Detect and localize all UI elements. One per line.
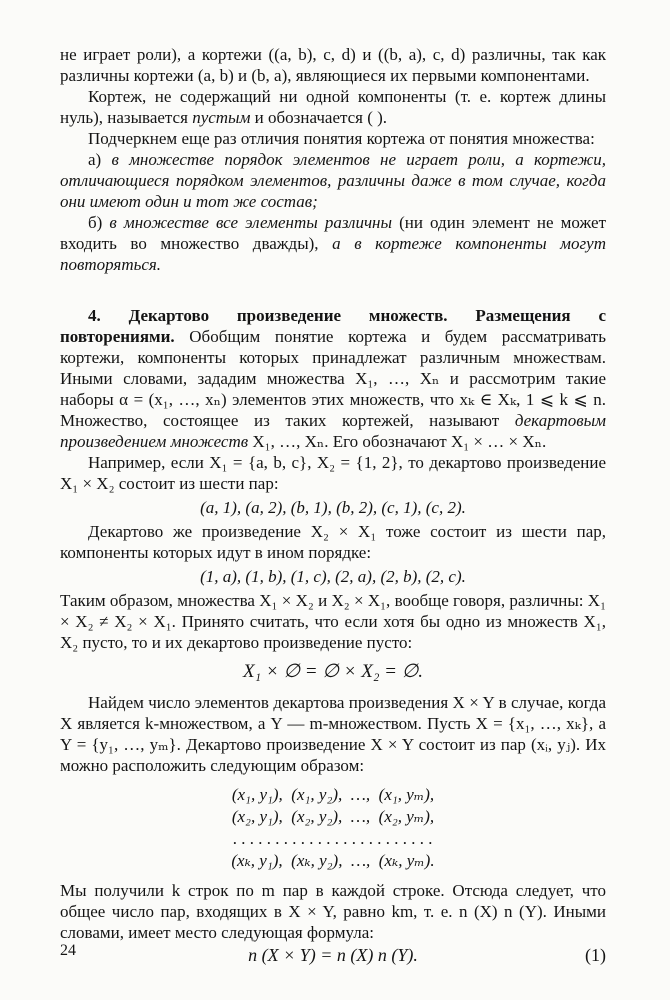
matrix-row: (x₁, y₁), (x₁, y₂), …, (x₁, yₘ), xyxy=(231,785,435,804)
thus-paragraph: Таким образом, множества X₁ × X₂ и X₂ × X₁, вообще говоря, различны: X₁ × X₂ ≠ X₂ × X₁. Принято считать, что если хотя бы одно из множеств X₁, X₂ пусто, то и их декартово произведение пусто: xyxy=(60,591,606,652)
cartesian-product-term: декартовым произведением множеств xyxy=(60,411,606,451)
formula-1-expression: n (X × Y) = n (X) n (Y). xyxy=(248,945,418,965)
reverse-product-paragraph: Декартово же произведение X₂ × X₁ тоже состоит из шести пар, компоненты которых идут в ином порядке: xyxy=(60,522,606,562)
result-paragraph: Мы получили k строк по m пар в каждой строке. Отсюда следует, что общее число пар, входящих в X × Y, равно km, т. е. n (X) n (Y). Иными словами, имеет место следующая формула: xyxy=(60,881,606,942)
pairs-matrix xyxy=(60,784,606,872)
formula-1 xyxy=(60,945,606,966)
section-text: Обобщим понятие кортежа и будем рассматривать кортежи, компоненты которых принадлежат различным множествам. Иными словами, зададим множества X₁, …, Xₙ и рассмотрим такие наборы α = (x₁, …, xₙ) элементов этих множеств, что xₖ ∈ Xₖ, 1 ⩽ k ⩽ n. Множество, состоящее из таких кортежей, называют xyxy=(60,327,606,430)
section-spacer xyxy=(60,275,606,305)
matrix-dots-row: . . . . . . . . . . . . . . . . . . . . . . . . xyxy=(233,829,433,848)
empty-tuple-paragraph xyxy=(60,86,606,128)
section-title: 4. Декартово произведение множеств. Размещения с повторениями. xyxy=(60,306,606,346)
pairs-x2-x1: (1, a), (1, b), (1, c), (2, a), (2, b), (2, c). xyxy=(200,567,466,586)
matrix-row: (x₂, y₁), (x₂, y₂), …, (x₂, yₘ), xyxy=(231,807,435,826)
example-paragraph: Например, если X₁ = {a, b, c}, X₂ = {1, 2}, то декартово произведение X₁ × X₂ состоит из шести пар: xyxy=(60,453,606,493)
item-b-text: (ни один элемент не может входить во множество дважды), xyxy=(60,213,606,253)
differences-paragraph: Подчеркнем еще раз отличия понятия кортежа от понятия множества: xyxy=(88,129,595,148)
section-text-end: X₁, …, Xₙ. Его обозначают X₁ × … × Xₙ. xyxy=(248,432,547,451)
count-paragraph: Найдем число элементов декартова произведения X × Y в случае, когда X является k-множеством, а Y — m-множеством. Пусть X = {x₁, …, xₖ}, а Y = {y₁, …, yₘ}. Декартово произведение X × Y состоит из пар (xᵢ, yⱼ). Их можно расположить следующим образом: xyxy=(60,693,606,775)
empty-tuple-text: Кортеж, не содержащий ни одной компоненты (т. е. кортеж длины нуль), называется xyxy=(60,87,606,127)
difference-item-b xyxy=(60,212,606,275)
difference-item-a xyxy=(60,149,606,212)
page-number: 24 xyxy=(60,942,76,959)
section-paragraph xyxy=(60,305,606,452)
matrix-row: (xₖ, y₁), (xₖ, y₂), …, (xₖ, yₘ). xyxy=(231,851,435,870)
empty-product-formula: X₁ × ∅ = ∅ × X₂ = ∅. xyxy=(242,661,424,682)
empty-tuple-term: пустым xyxy=(192,108,251,127)
item-a-text: в множестве порядок элементов не играет роли, а кортежи, отличающиеся порядком элементов, различны даже в том случае, когда они имеют один и тот же состав; xyxy=(60,150,606,211)
pairs-x1-x2: (a, 1), (a, 2), (b, 1), (b, 2), (c, 1), (c, 2). xyxy=(200,498,466,517)
formula-1-number: (1) xyxy=(585,945,606,965)
item-a-label: а) xyxy=(88,150,112,169)
item-b-text-italic-end: а в кортеже компоненты могут повторяться. xyxy=(60,234,606,274)
intro-paragraph: не играет роли), а кортежи ((a, b), c, d) и ((b, a), c, d) различны, так как различны кортежи (a, b) и (b, a), являющиеся их первыми компонентами. xyxy=(60,45,606,85)
item-b-text-italic: в множестве все элементы различны xyxy=(109,213,393,232)
item-b-label: б) xyxy=(88,213,110,232)
empty-tuple-text-end: и обозначается ( ). xyxy=(250,108,388,127)
